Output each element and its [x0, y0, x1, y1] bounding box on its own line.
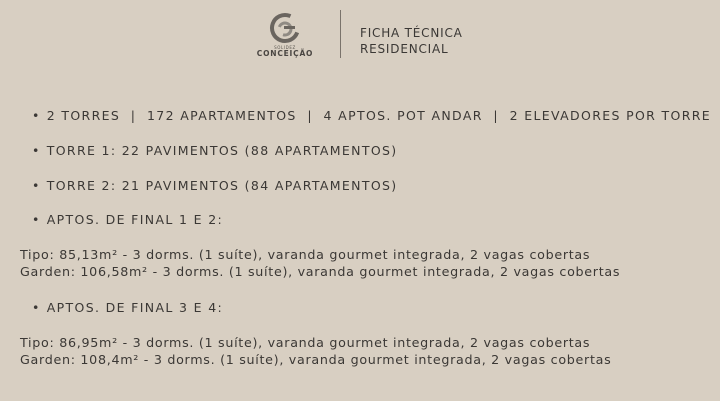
brand-tagline: SOLIDEZ: [274, 45, 296, 50]
final-1-2-tipo: Tipo: 85,13m² - 3 dorms. (1 suíte), varanda gourmet integrada, 2 vagas cobertas: [20, 247, 591, 262]
spec-item-summary: • 2 TORRES | 172 APARTAMENTOS | 4 APTOS. POT ANDAR | 2 ELEVADORES POR TORRE: [32, 108, 712, 123]
spec-item-torre-1: • TORRE 1: 22 PAVIMENTOS (88 APARTAMENTOS): [32, 143, 398, 158]
spec-item-torre-2: • TORRE 2: 21 PAVIMENTOS (84 APARTAMENTOS): [32, 178, 398, 193]
spec-item-final-3-4: • APTOS. DE FINAL 3 E 4:: [32, 300, 224, 315]
header-divider: [340, 10, 341, 58]
spec-item-text: TORRE 1: 22 PAVIMENTOS (88 APARTAMENTOS): [46, 143, 398, 158]
page-title-line-1: FICHA TÉCNICA: [360, 26, 463, 40]
page-title: [360, 25, 463, 57]
logo-mark-icon: [269, 12, 301, 44]
brand-name: CONCEIÇÃO: [256, 49, 314, 58]
spec-item-text: 2 TORRES | 172 APARTAMENTOS | 4 APTOS. POT ANDAR | 2 ELEVADORES POR TORRE: [46, 108, 712, 123]
final-3-4-garden: Garden: 108,4m² - 3 dorms. (1 suíte), varanda gourmet integrada, 2 vagas cobertas: [20, 352, 612, 367]
final-3-4-tipo: Tipo: 86,95m² - 3 dorms. (1 suíte), varanda gourmet integrada, 2 vagas cobertas: [20, 335, 591, 350]
header: [0, 0, 720, 80]
spec-item-final-1-2: • APTOS. DE FINAL 1 E 2:: [32, 212, 224, 227]
spec-item-text: APTOS. DE FINAL 3 E 4:: [46, 300, 224, 315]
spec-item-text: APTOS. DE FINAL 1 E 2:: [46, 212, 224, 227]
spec-item-text: TORRE 2: 21 PAVIMENTOS (84 APARTAMENTOS): [46, 178, 398, 193]
page-title-line-2: RESIDENCIAL: [360, 42, 449, 56]
final-1-2-garden: Garden: 106,58m² - 3 dorms. (1 suíte), varanda gourmet integrada, 2 vagas cobertas: [20, 264, 621, 279]
brand-logo: [250, 12, 320, 62]
